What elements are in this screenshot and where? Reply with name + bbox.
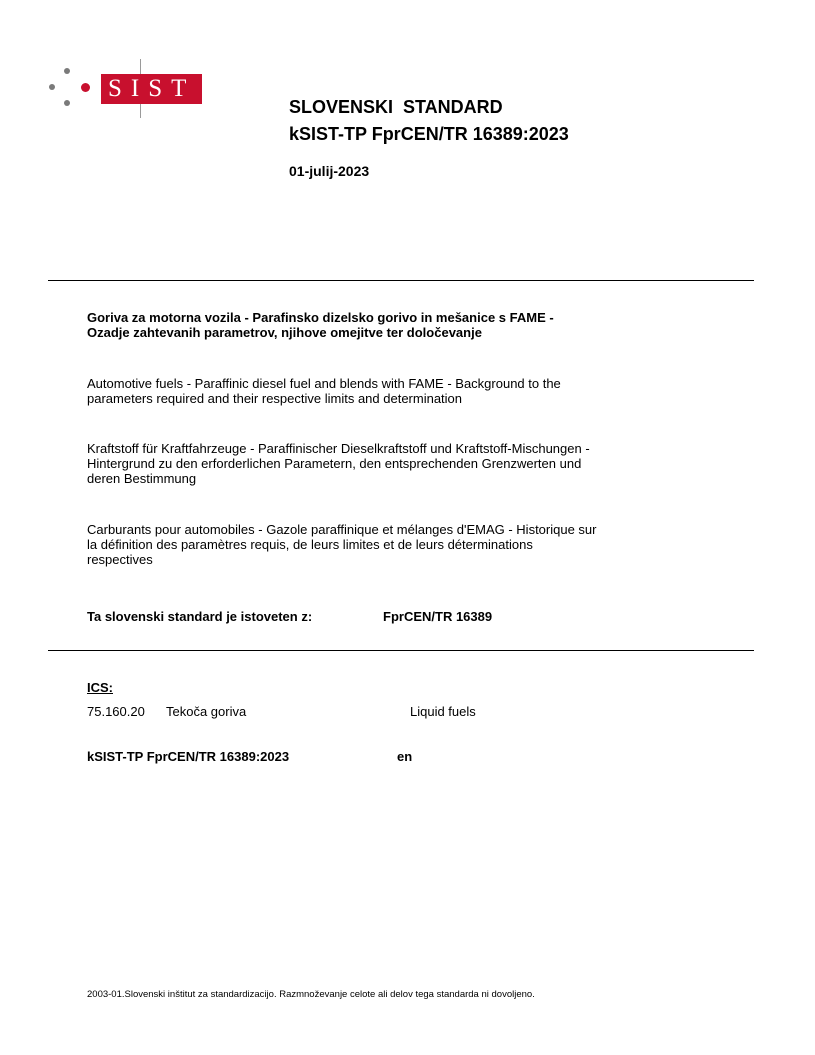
- title-fr: Carburants pour automobiles - Gazole paraffinique et mélanges d'EMAG - Historique sur la définition des paramètres requis, de leurs limites et de leurs déterminations respectives: [87, 522, 597, 567]
- reference-code: kSIST-TP FprCEN/TR 16389:2023: [87, 749, 290, 764]
- standard-code: kSIST-TP FprCEN/TR 16389:2023: [289, 124, 569, 144]
- identity-label: Ta slovenski standard je istoveten z:: [87, 609, 313, 624]
- logo-dot-2: [49, 84, 55, 90]
- logo-wordmark: SIST: [101, 74, 202, 104]
- reference-lang: en: [397, 749, 413, 764]
- logo-dot-3: [81, 83, 90, 92]
- identity-value: FprCEN/TR 16389: [383, 609, 493, 624]
- title-de: Kraftstoff für Kraftfahrzeuge - Paraffinischer Dieselkraftstoff und Kraftstoff-Mischungen - Hintergrund zu den erforderlichen Parametern, den entsprechenden Grenzwerten und deren Bestimmung: [87, 441, 590, 486]
- ics-code: 75.160.20: [87, 704, 145, 719]
- copyright-notice: 2003-01.Slovenski inštitut za standardizacijo. Razmnoževanje celote ali delov tega standarda ni dovoljeno.: [87, 989, 535, 1000]
- logo-dot-1: [64, 68, 70, 74]
- divider-top: [48, 280, 754, 281]
- ics-heading: ICS:: [87, 680, 113, 695]
- ics-sl: Tekoča goriva: [166, 704, 247, 719]
- logo-dot-4: [64, 100, 70, 106]
- title-en: Automotive fuels - Paraffinic diesel fuel and blends with FAME - Background to the parameters required and their respective limits and determination: [87, 376, 561, 406]
- standard-type: SLOVENSKI STANDARD: [289, 97, 503, 117]
- standard-date: 01-julij-2023: [289, 163, 370, 179]
- ics-en: Liquid fuels: [410, 704, 476, 719]
- title-sl: Goriva za motorna vozila - Parafinsko dizelsko gorivo in mešanice s FAME - Ozadje zahtevanih parametrov, njihove omejitve ter določevanje: [87, 310, 554, 340]
- divider-bottom: [48, 650, 754, 651]
